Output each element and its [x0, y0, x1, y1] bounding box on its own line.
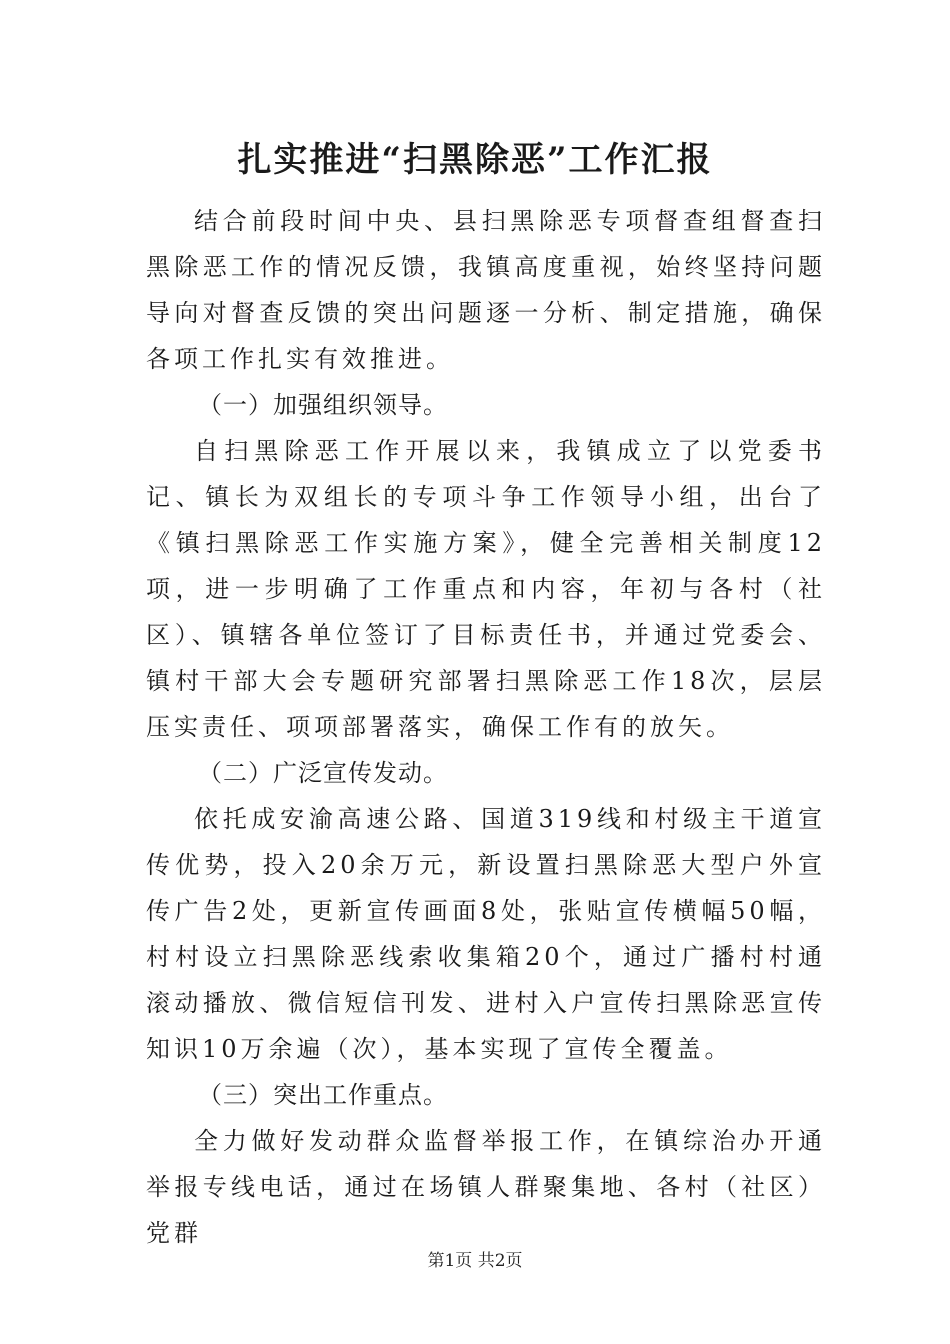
- section-paragraph-2: 依托成安渝高速公路、国道319线和村级主干道宣传优势，投入20余万元，新设置扫黑除恶大型户外宣传广告2处，更新宣传画面8处，张贴宣传横幅50幅，村村设立扫黑除恶线索收集箱20个，通过广播村村通滚动播放、微信短信刊发、进村入户宣传扫黑除恶宣传知识10万余遍（次），基本实现了宣传全覆盖。: [146, 805, 826, 1063]
- section-paragraph-1: 自扫黑除恶工作开展以来，我镇成立了以党委书记、镇长为双组长的专项斗争工作领导小组，出台了《镇扫黑除恶工作实施方案》，健全完善相关制度12项，进一步明确了工作重点和内容，年初与各村（社区）、镇辖各单位签订了目标责任书，并通过党委会、镇村干部大会专题研究部署扫黑除恶工作18次，层层压实责任、项项部署落实，确保工作有的放矢。: [146, 437, 826, 741]
- document-title: 扎实推进“扫黑除恶”工作汇报: [237, 140, 713, 180]
- section-paragraph-3: 全力做好发动群众监督举报工作，在镇综治办开通举报专线电话，通过在场镇人群聚集地、各村（社区）党群: [146, 1127, 826, 1247]
- document-body: [146, 198, 826, 1256]
- intro-paragraph: 结合前段时间中央、县扫黑除恶专项督查组督查扫黑除恶工作的情况反馈，我镇高度重视，始终坚持问题导向对督查反馈的突出问题逐一分析、制定措施，确保各项工作扎实有效推进。: [146, 207, 826, 373]
- section-heading-2: （二）广泛宣传发动。: [198, 759, 448, 787]
- section-heading-3: （三）突出工作重点。: [198, 1081, 448, 1109]
- page-number: 第1页 共2页: [427, 1251, 523, 1271]
- section-heading-1: （一）加强组织领导。: [198, 391, 448, 419]
